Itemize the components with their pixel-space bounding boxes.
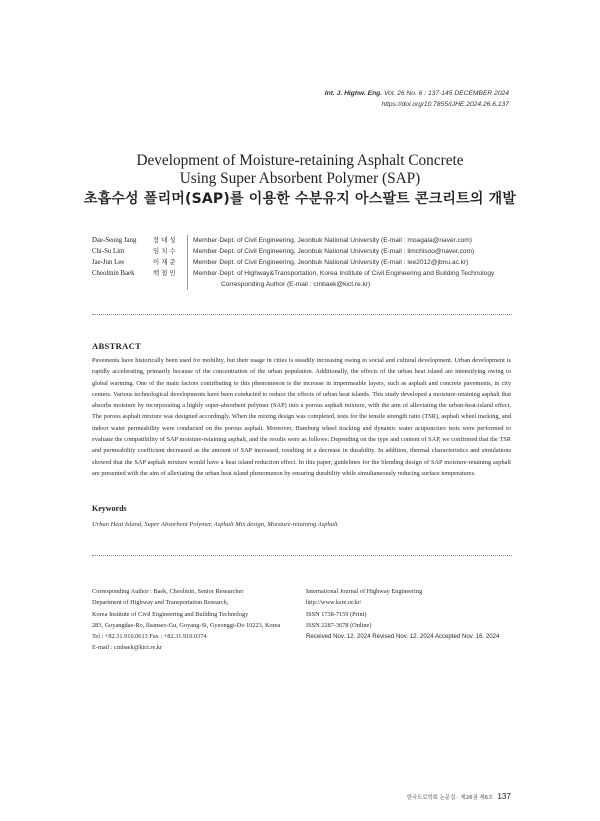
author-name-en: Dae-Seong Jang [92,237,137,244]
author-name-ko: 임 치 수 [153,247,176,255]
doi-link[interactable]: https://doi.org/10.7855/IJHE.2024.26.6.137 [381,101,509,108]
journal-name: International Journal of Highway Engineering [306,588,423,595]
journal-url[interactable]: http://www.ksre.or.kr/ [306,599,362,607]
author-name-ko: 장 대 성 [153,236,176,244]
author-affiliation: Member·Dept. of Highway&Transportation, Korea Institute of Civil Engineering and Building Technology [193,270,495,277]
author-row [92,257,512,268]
correspondence-line: Corresponding Author : Baek, Cheolmin, Senior Researcher [92,588,244,595]
paper-title-en [0,152,600,188]
issn-print: ISSN 1738-7159 (Print) [306,610,367,618]
volume-info: Vol. 26 No. 6 : 137-145 DECEMBER 2024 [383,90,509,97]
author-name-ko: 백 철 민 [153,269,176,277]
journal-citation [89,88,509,99]
corresponding-author-line: Corresponding Author (E-mail : cmbaek@kict.re.kr) [221,281,371,288]
section-divider [92,555,512,556]
correspondence-block [92,586,292,654]
correspondence-email[interactable]: E-mail : cmbaek@kict.re.kr [92,644,163,652]
paper-title-en-line1: Development of Moisture-retaining Asphalt Concrete [136,152,464,169]
author-name-en: Chi-Su Lim [92,248,125,255]
author-name-ko: 이 재 준 [153,258,176,266]
keywords-text: Urban Heat Island, Super Absorbent Polymer, Asphalt Mix design, Moisture-retaining Asphalt [92,521,338,528]
abstract-text: Pavements have historically been used for mobility, but their usage in cities is steadily increasing owing to social and cultural development. Urban development is rapidly accelerating, primarily because of the concentration of the urban population. Additionally, the effects of the urban heat island are intensifying owing to global warming. One of the main factors contributing to this phenomenon is the increase in impermeable layers, such as asphalt and concrete pavements, in city centers. Various technological developments have been conducted to reduce the effects of urban heat islands. This study developed a moisture-retaining asphalt that absorbs moisture by incorporating a highly super-absorbent polymer (SAP) into a porous asphalt mixture, with the aim of alleviating the urban-heat-island effect. The porous asphalt mixture was designed accordingly. When the mixing design was completed, tests for the tensile strength ratio (TSR), asphalt wheel tracking, and indoor water permeability were conducted on the porous asphalt. Moreover, Hamburg wheel tracking and dynamic water acupuncture tests were performed to evaluate the compatibility of SAP moisture-retaining asphalt, and the results were as follows: Depending on the type and content of SAP, we confirmed that the TSR and permeability coefficient decreased as the amount of SAP increased, resulting in a decrease in durability. In addition, thermal characteristics and simulations showed that the SAP asphalt mixture would have a heat island reduction effect. In this paper, guidelines for the blending design of SAP moisture-retaining asphalt are presented with the aim of alleviating the urban heat island phenomenon by ensuring durability while simultaneously reducing surface temperatures. [92,357,511,477]
submission-dates: Received Nov. 12. 2024 Revised Nov. 12. 2024 Accepted Nov. 16. 2024 [306,633,500,641]
issn-online: ISSN 2287-3678 (Online) [306,621,372,629]
author-row [92,235,512,246]
journal-abbr: Int. J. Highw. Eng. [324,90,383,97]
section-divider [92,314,512,315]
page-number: 137 [497,792,511,801]
correspondence-line: 283, Goyangdae-Ro, Ilsanseo-Gu, Goyang-Si, Gyeonggi-Do 10223, Korea [92,621,281,629]
paper-title-en-line2: Using Super Absorbent Polymer (SAP) [179,170,421,187]
author-affiliation: Member·Dept. of Civil Engineering, Jeonbuk National University (E-mail : limchisoo@naver.com) [193,248,475,255]
journal-header [89,88,509,110]
author-row [92,246,512,257]
page-footer [407,792,511,801]
correspondence-line: Department of Highway and Transportation Research, [92,599,229,607]
keywords-heading: Keywords [92,504,127,513]
paper-title-ko: 초흡수성 폴리머(SAP)를 이용한 수분유지 아스팔트 콘크리트의 개발 [83,191,517,207]
journal-name-ko: 한국도로학회 논문집 · 제26권 제6호 [406,795,494,801]
author-name-en: Jae-Jun Lee [92,259,125,266]
author-list [92,235,512,279]
author-divider [187,235,188,290]
abstract-heading: ABSTRACT [92,341,142,351]
correspondence-line: Korea Institute of Civil Engineering and Building Technology [92,610,249,618]
correspondence-line: Tel : +82.31.910.0613 Fax : +82.31.910.0374 [92,633,207,641]
author-name-en: Cheolmin Baek [92,270,135,277]
author-affiliation: Member·Dept. of Civil Engineering, Jeonbuk National University (E-mail : moagala@naver.com) [193,237,472,244]
author-affiliation: Member·Dept. of Civil Engineering, Jeonbuk National University (E-mail : lee2012@jbnu.ac.kr) [193,259,469,266]
journal-info-block [306,586,516,642]
author-row [92,268,512,279]
